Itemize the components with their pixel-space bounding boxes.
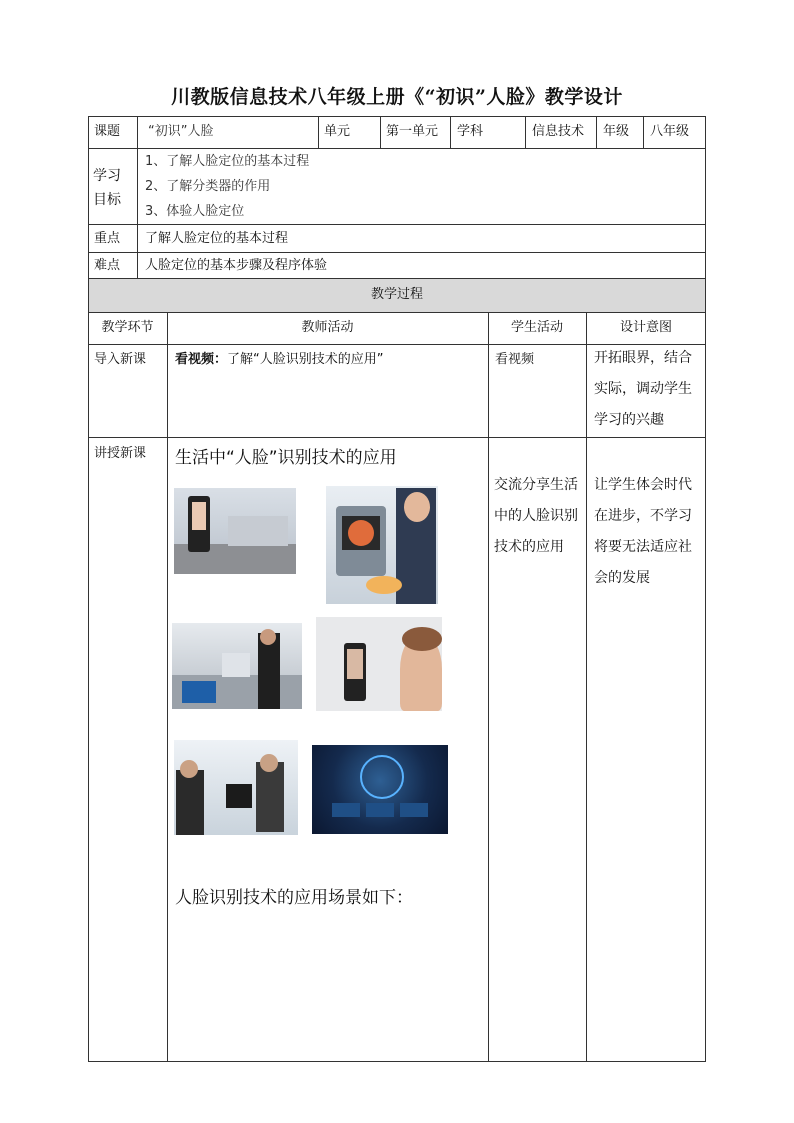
lesson-student-activity: 交流分享生活中的人脸识别技术的应用 <box>494 477 578 555</box>
photo-face-gate <box>174 488 296 574</box>
difficulty-value: 人脸定位的基本步骤及程序体验 <box>145 258 328 273</box>
objective-item-3: 3、体验人脸定位 <box>145 204 245 219</box>
photo-exhibition <box>174 740 298 835</box>
scene-text: 人脸识别技术的应用场景如下： <box>175 888 413 908</box>
key-point-value: 了解人脸定位的基本过程 <box>145 231 289 246</box>
key-point-label: 重点 <box>94 231 121 246</box>
intro-teacher-activity <box>175 351 384 369</box>
intro-student-activity: 看视频 <box>495 352 535 367</box>
lesson-plan-table <box>88 116 706 1062</box>
photo-face-payment <box>326 486 438 604</box>
unit-value: 第一单元 <box>386 124 439 139</box>
objectives-label: 学习目标 <box>93 168 121 208</box>
lesson-heading: 生活中“人脸”识别技术的应用 <box>175 448 397 468</box>
grade-value: 八年级 <box>650 124 690 139</box>
intro-teacher-text: 了解“人脸识别技术的应用” <box>227 352 384 367</box>
topic-value: “初识”人脸 <box>148 124 214 139</box>
subject-value: 信息技术 <box>532 124 585 139</box>
intro-teacher-bold: 看视频： <box>175 352 228 367</box>
subject-label: 学科 <box>457 124 484 139</box>
column-header-student: 学生活动 <box>510 320 563 335</box>
lesson-stage: 讲授新课 <box>94 446 147 461</box>
process-header: 教学过程 <box>370 287 423 302</box>
column-header-intent: 设计意图 <box>619 320 672 335</box>
unit-label: 单元 <box>324 124 351 139</box>
photo-wall-scanner <box>316 617 442 711</box>
column-header-teacher: 教师活动 <box>301 320 354 335</box>
topic-label: 课题 <box>94 124 121 139</box>
column-header-stage: 教学环节 <box>101 320 154 335</box>
intro-design-intent: 开拓眼界，结合实际，调动学生学习的兴趣 <box>594 350 692 428</box>
document-title: 川教版信息技术八年级上册《“初识”人脸》教学设计 <box>171 86 623 108</box>
intro-stage: 导入新课 <box>94 352 147 367</box>
objective-item-1: 1、了解人脸定位的基本过程 <box>145 154 310 169</box>
photo-recognition-system <box>312 745 448 834</box>
objective-item-2: 2、了解分类器的作用 <box>145 179 271 194</box>
difficulty-label: 难点 <box>94 258 121 273</box>
grade-label: 年级 <box>603 124 630 139</box>
photo-station-gate <box>172 623 302 709</box>
lesson-design-intent: 让学生体会时代在进步，不学习将要无法适应社会的发展 <box>594 477 692 586</box>
